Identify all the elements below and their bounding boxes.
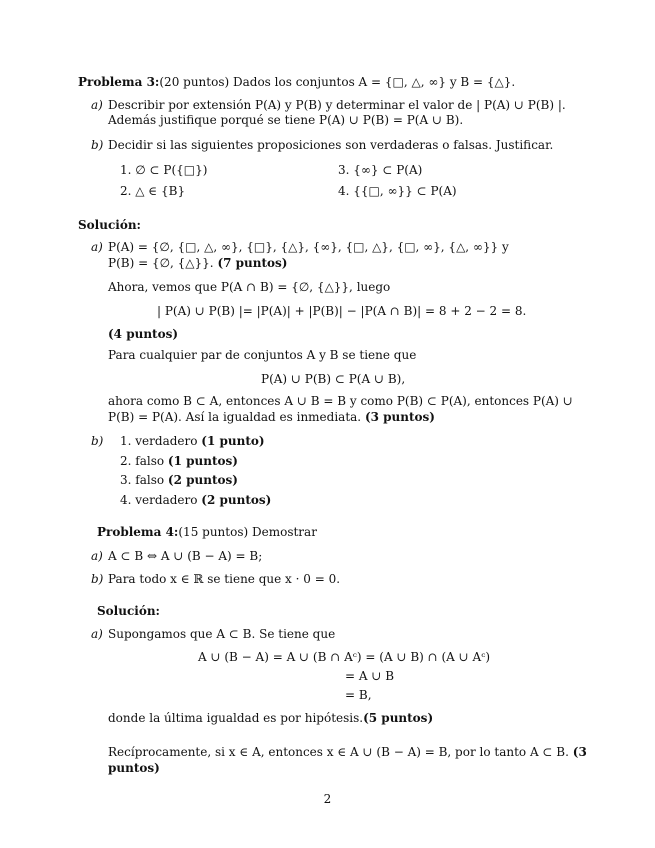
solution3-b-item-4 — [120, 493, 271, 508]
solution3-pb: P(B) = {∅, {△}}. — [108, 256, 214, 270]
problem3-a-line1: Describir por extensión P(A) y P(B) y determinar el valor de | P(A) ∪ P(B) |. — [108, 98, 566, 112]
solution4-pts-3b: puntos) — [108, 761, 160, 775]
solution3-b-item-3-pts: (2 puntos) — [167, 473, 238, 487]
problem3-intro: Dados los conjuntos A = {□, △, ∞} y B = {△}. — [233, 75, 516, 89]
problem3-item-3: 3. {∞} ⊂ P(A) — [338, 163, 423, 177]
problem4-a-text: A ⊂ B ⇔ A ∪ (B − A) = B; — [108, 549, 263, 563]
solution3-a-line1: P(A) = {∅, {□, △, ∞}, {□}, {△}, {∞}, {□, △}, {□, ∞}, {△, ∞}} y — [108, 240, 509, 254]
solution4-reciprocal: Recíprocamente, si x ∈ A, entonces x ∈ A ∪ (B − A) = B, por lo tanto A ⊂ B. — [108, 745, 569, 759]
problem3-b-label: b) — [91, 138, 104, 152]
solution3-heading: Solución: — [78, 218, 141, 232]
problem3-header — [78, 75, 515, 90]
solution3-b-item-3 — [120, 473, 238, 488]
problem4-header — [97, 525, 317, 540]
solution3-b-item-2-text: 2. falso — [120, 454, 165, 468]
solution3-a-label: a) — [91, 240, 103, 254]
problem3-item-4: 4. {{□, ∞}} ⊂ P(A) — [338, 184, 457, 198]
solution3-b-item-3-text: 3. falso — [120, 473, 165, 487]
problem3-a-label: a) — [91, 98, 103, 112]
solution3-eq2: P(A) ∪ P(B) ⊂ P(A ∪ B), — [261, 372, 406, 386]
solution3-b-item-1-text: 1. verdadero — [120, 434, 198, 448]
solution4-eq-line2: = A ∪ B — [345, 669, 395, 683]
solution3-b-item-2-pts: (1 puntos) — [167, 454, 238, 468]
solution4-a-label: a) — [91, 627, 103, 641]
problem4-title: Problema 4: — [97, 525, 179, 539]
solution3-b-item-2 — [120, 454, 238, 469]
solution3-pts-7: (7 puntos) — [217, 256, 288, 270]
solution4-a-line1: Supongamos que A ⊂ B. Se tiene que — [108, 627, 336, 641]
solution3-b-item-4-text: 4. verdadero — [120, 493, 198, 507]
solution4-pts-5: (5 puntos) — [363, 711, 434, 725]
solution3-pts-3: (3 puntos) — [364, 410, 435, 424]
solution3-a-line4: Para cualquier par de conjuntos A y B se tiene que — [108, 348, 417, 362]
problem3-b-text: Decidir si las siguientes proposiciones son verdaderas o falsas. Justificar. — [108, 138, 554, 152]
problem4-a-label: a) — [91, 549, 103, 563]
solution4-heading: Solución: — [97, 604, 160, 618]
solution3-eq1: | P(A) ∪ P(B) |= |P(A)| + |P(B)| − |P(A ∩ B)| = 8 + 2 − 2 = 8. — [157, 304, 527, 318]
problem3-item-2: 2. △ ∈ {B} — [120, 184, 186, 198]
solution3-b-item-1-pts: (1 punto) — [201, 434, 265, 448]
solution4-hypothesis: donde la última igualdad es por hipótesis. — [108, 711, 364, 725]
solution3-pts-4: (4 puntos) — [108, 327, 179, 341]
solution3-a-line3: Ahora, vemos que P(A ∩ B) = {∅, {△}}, luego — [108, 280, 391, 294]
solution3-b-item-4-pts: (2 puntos) — [201, 493, 272, 507]
solution3-a-line2 — [108, 256, 287, 271]
solution3-a-line6 — [108, 410, 435, 425]
problem3-points: (20 puntos) — [159, 75, 230, 89]
problem3-a-line2: Además justifique porqué se tiene P(A) ∪ P(B) = P(A ∪ B). — [108, 113, 464, 127]
solution4-a-line3 — [108, 745, 587, 760]
problem4-b-label: b) — [91, 572, 104, 586]
problem3-item-1: 1. ∅ ⊂ P({□}) — [120, 163, 208, 177]
problem4-b-text: Para todo x ∈ ℝ se tiene que x · 0 = 0. — [108, 572, 341, 586]
problem4-points: (15 puntos) — [178, 525, 249, 539]
solution4-pts-3a: (3 — [572, 745, 587, 759]
solution3-a-line5: ahora como B ⊂ A, entonces A ∪ B = B y como P(B) ⊂ P(A), entonces P(A) ∪ — [108, 394, 573, 408]
solution3-immediate: P(B) = P(A). Así la igualdad es inmediata. — [108, 410, 362, 424]
solution4-eq-line1: A ∪ (B − A) = A ∪ (B ∩ Aᶜ) = (A ∪ B) ∩ (A ∪ Aᶜ) — [198, 650, 491, 664]
solution4-eq-line3: = B, — [345, 688, 372, 702]
page-number: 2 — [323, 792, 332, 806]
problem3-title: Problema 3: — [78, 75, 160, 89]
solution4-a-line2 — [108, 711, 433, 726]
solution3-b-item-1 — [120, 434, 265, 449]
solution3-b-label: b) — [91, 434, 104, 448]
problem4-intro: Demostrar — [252, 525, 317, 539]
